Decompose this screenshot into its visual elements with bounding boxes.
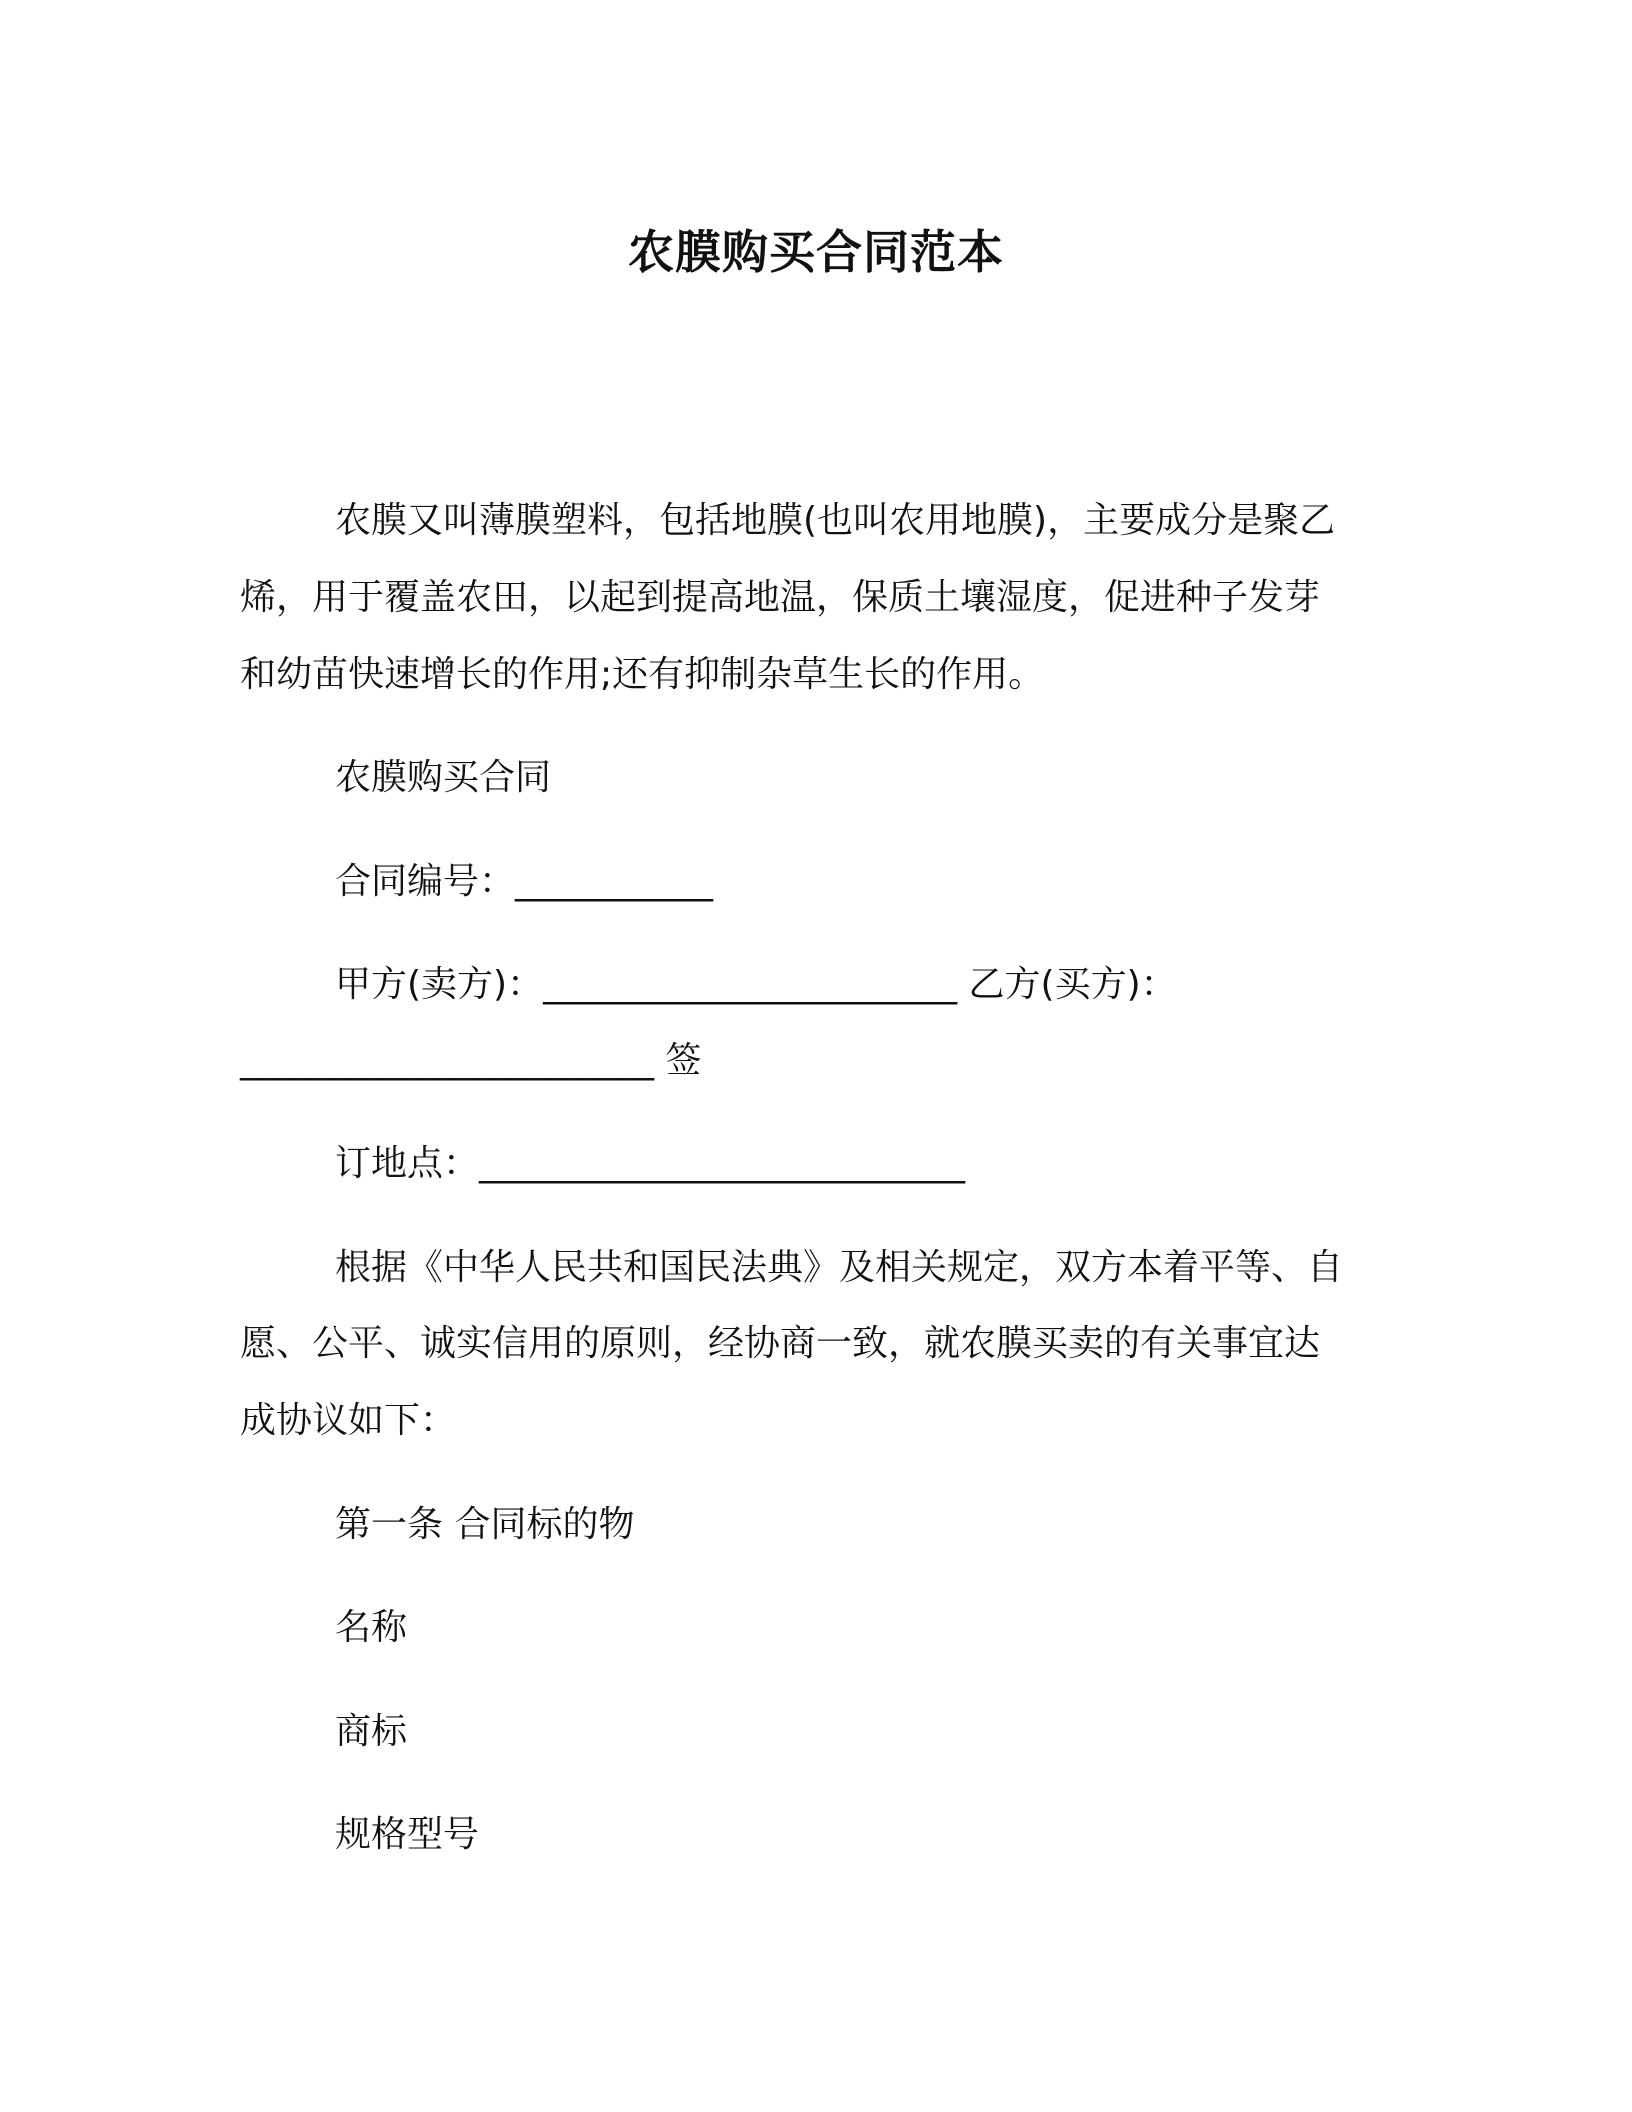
article-1-heading: 第一条 合同标的物: [335, 1504, 635, 1545]
intro-line-1: 农膜又叫薄膜塑料，包括地膜(也叫农用地膜)，主要成分是聚乙: [335, 500, 1336, 541]
parties-line-1: 甲方(卖方)：_______________________ 乙方(买方)：: [335, 964, 1177, 1005]
preamble-line-2: 愿、公平、诚实信用的原则，经协商一致，就农膜买卖的有关事宜达: [240, 1323, 1321, 1364]
preamble-line-1: 根据《中华人民共和国民法典》及相关规定，双方本着平等、自: [335, 1247, 1344, 1288]
preamble-line-3: 成协议如下：: [240, 1400, 457, 1441]
parties-line-2: _______________________ 签: [240, 1040, 702, 1081]
item-model: 规格型号: [335, 1814, 480, 1855]
intro-line-3: 和幼苗快速增长的作用;还有抑制杂草生长的作用。: [240, 654, 1045, 695]
intro-line-2: 烯，用于覆盖农田，以起到提高地温，保质土壤湿度，促进种子发芽: [240, 577, 1321, 618]
contract-heading: 农膜购买合同: [335, 757, 552, 798]
contract-number: 合同编号：___________: [335, 861, 714, 902]
item-name: 名称: [335, 1607, 408, 1648]
document-title: 农膜购买合同范本: [628, 225, 1004, 279]
signing-place: 订地点：___________________________: [335, 1143, 966, 1184]
item-trademark: 商标: [335, 1711, 408, 1752]
